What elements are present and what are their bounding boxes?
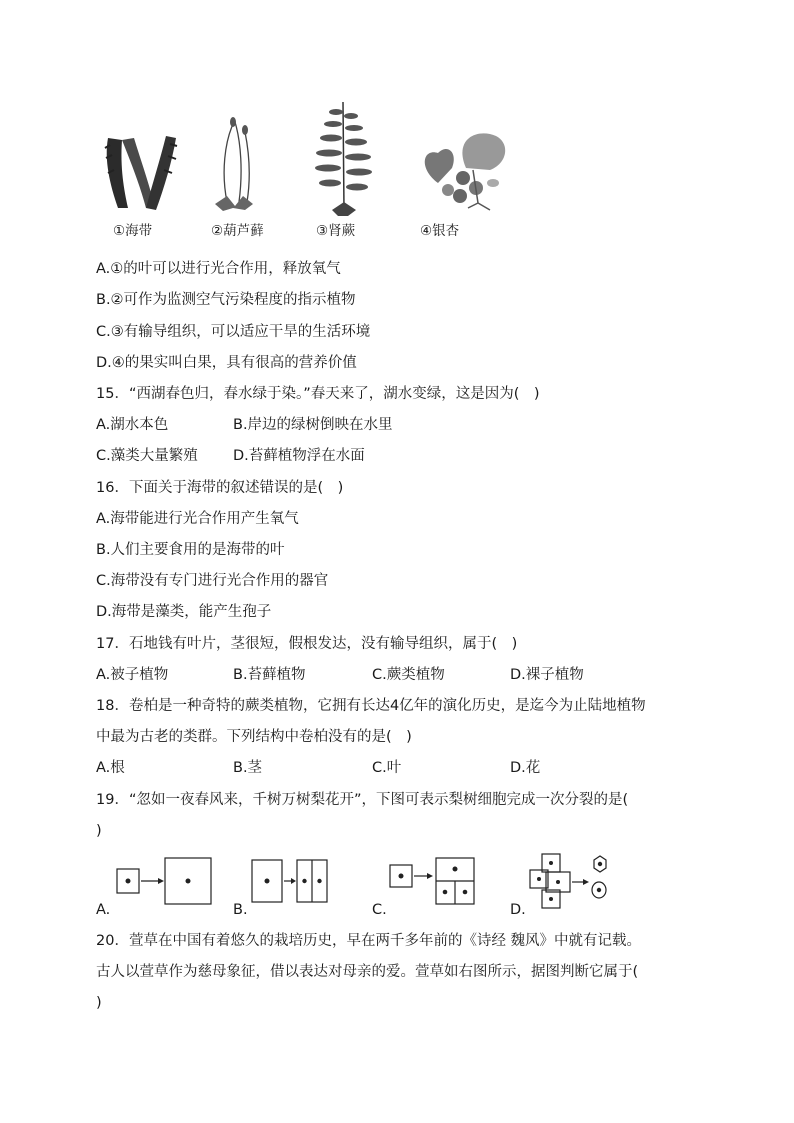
caption-ginkgo: ④银杏 (420, 223, 460, 239)
q16-option-c: C.海带没有专门进行光合作用的器官 (96, 573, 329, 589)
q17-option-b: B.苔藓植物 (233, 667, 306, 683)
q19-stem-line2: ) (96, 823, 102, 839)
q19-diagram-b (251, 858, 331, 904)
q14-option-a: A.①的叶可以进行光合作用，释放氧气 (96, 261, 341, 277)
caption-kelp: ①海带 (113, 223, 153, 239)
q20-stem-line3: ) (96, 995, 102, 1011)
q19-stem-line1: 19．“忽如一夜春风来，千树万树梨花开”，下图可表示梨树细胞完成一次分裂的是( (96, 792, 629, 808)
q18-stem-line1: 18．卷柏是一种奇特的蕨类植物，它拥有长达4亿年的演化历史，是迄今为止陆地植物 (96, 698, 646, 714)
q17-option-c: C.蕨类植物 (372, 667, 445, 683)
q14-option-d: D.④的果实叫白果，具有很高的营养价值 (96, 355, 357, 371)
q20-stem-line1: 20．萱草在中国有着悠久的栽培历史，早在两千多年前的《诗经 魏风》中就有记载。 (96, 933, 642, 949)
q16-option-b: B.人们主要食用的是海带的叶 (96, 542, 285, 558)
q15-option-a: A.湖水本色 (96, 417, 169, 433)
q17-stem: 17．石地钱有叶片，茎很短，假根发达，没有输导组织，属于( ) (96, 636, 518, 652)
kelp-illustration (100, 130, 180, 215)
q18-option-d: D.花 (510, 760, 541, 776)
q18-option-c: C.叶 (372, 760, 402, 776)
q19-option-b: B. (233, 902, 248, 918)
q19-diagram-c (389, 856, 479, 906)
fern-illustration (308, 98, 378, 220)
q14-option-c: C.③有输导组织，可以适应干旱的生活环境 (96, 324, 371, 340)
q15-option-d: D.苔藓植物浮在水面 (233, 448, 365, 464)
q18-stem-line2: 中最为古老的类群。下列结构中卷柏没有的是( ) (96, 729, 412, 745)
q16-stem: 16．下面关于海带的叙述错误的是( ) (96, 480, 344, 496)
q16-option-d: D.海带是藻类，能产生孢子 (96, 604, 272, 620)
q17-option-a: A.被子植物 (96, 667, 169, 683)
q15-option-c: C.藻类大量繁殖 (96, 448, 198, 464)
q14-option-b: B.②可作为监测空气污染程度的指示植物 (96, 292, 356, 308)
q15-option-b: B.岸边的绿树倒映在水里 (233, 417, 393, 433)
moss-illustration (205, 112, 270, 217)
q19-diagram-d (528, 852, 610, 910)
q19-option-a: A. (96, 902, 111, 918)
q18-option-b: B.茎 (233, 760, 263, 776)
q19-option-c: C. (372, 902, 387, 918)
caption-fern: ③肾蕨 (316, 223, 356, 239)
q17-option-d: D.裸子植物 (510, 667, 584, 683)
caption-moss: ②葫芦藓 (211, 223, 264, 239)
q19-diagram-a (116, 856, 224, 906)
ginkgo-illustration (418, 128, 518, 218)
q19-option-d: D. (510, 902, 526, 918)
q15-stem: 15．“西湖春色归，春水绿于染。”春天来了，湖水变绿，这是因为( ) (96, 386, 540, 402)
q16-option-a: A.海带能进行光合作用产生氧气 (96, 511, 299, 527)
q18-option-a: A.根 (96, 760, 125, 776)
q20-stem-line2: 古人以萱草作为慈母象征，借以表达对母亲的爱。萱草如右图所示，据图判断它属于( (96, 964, 639, 980)
